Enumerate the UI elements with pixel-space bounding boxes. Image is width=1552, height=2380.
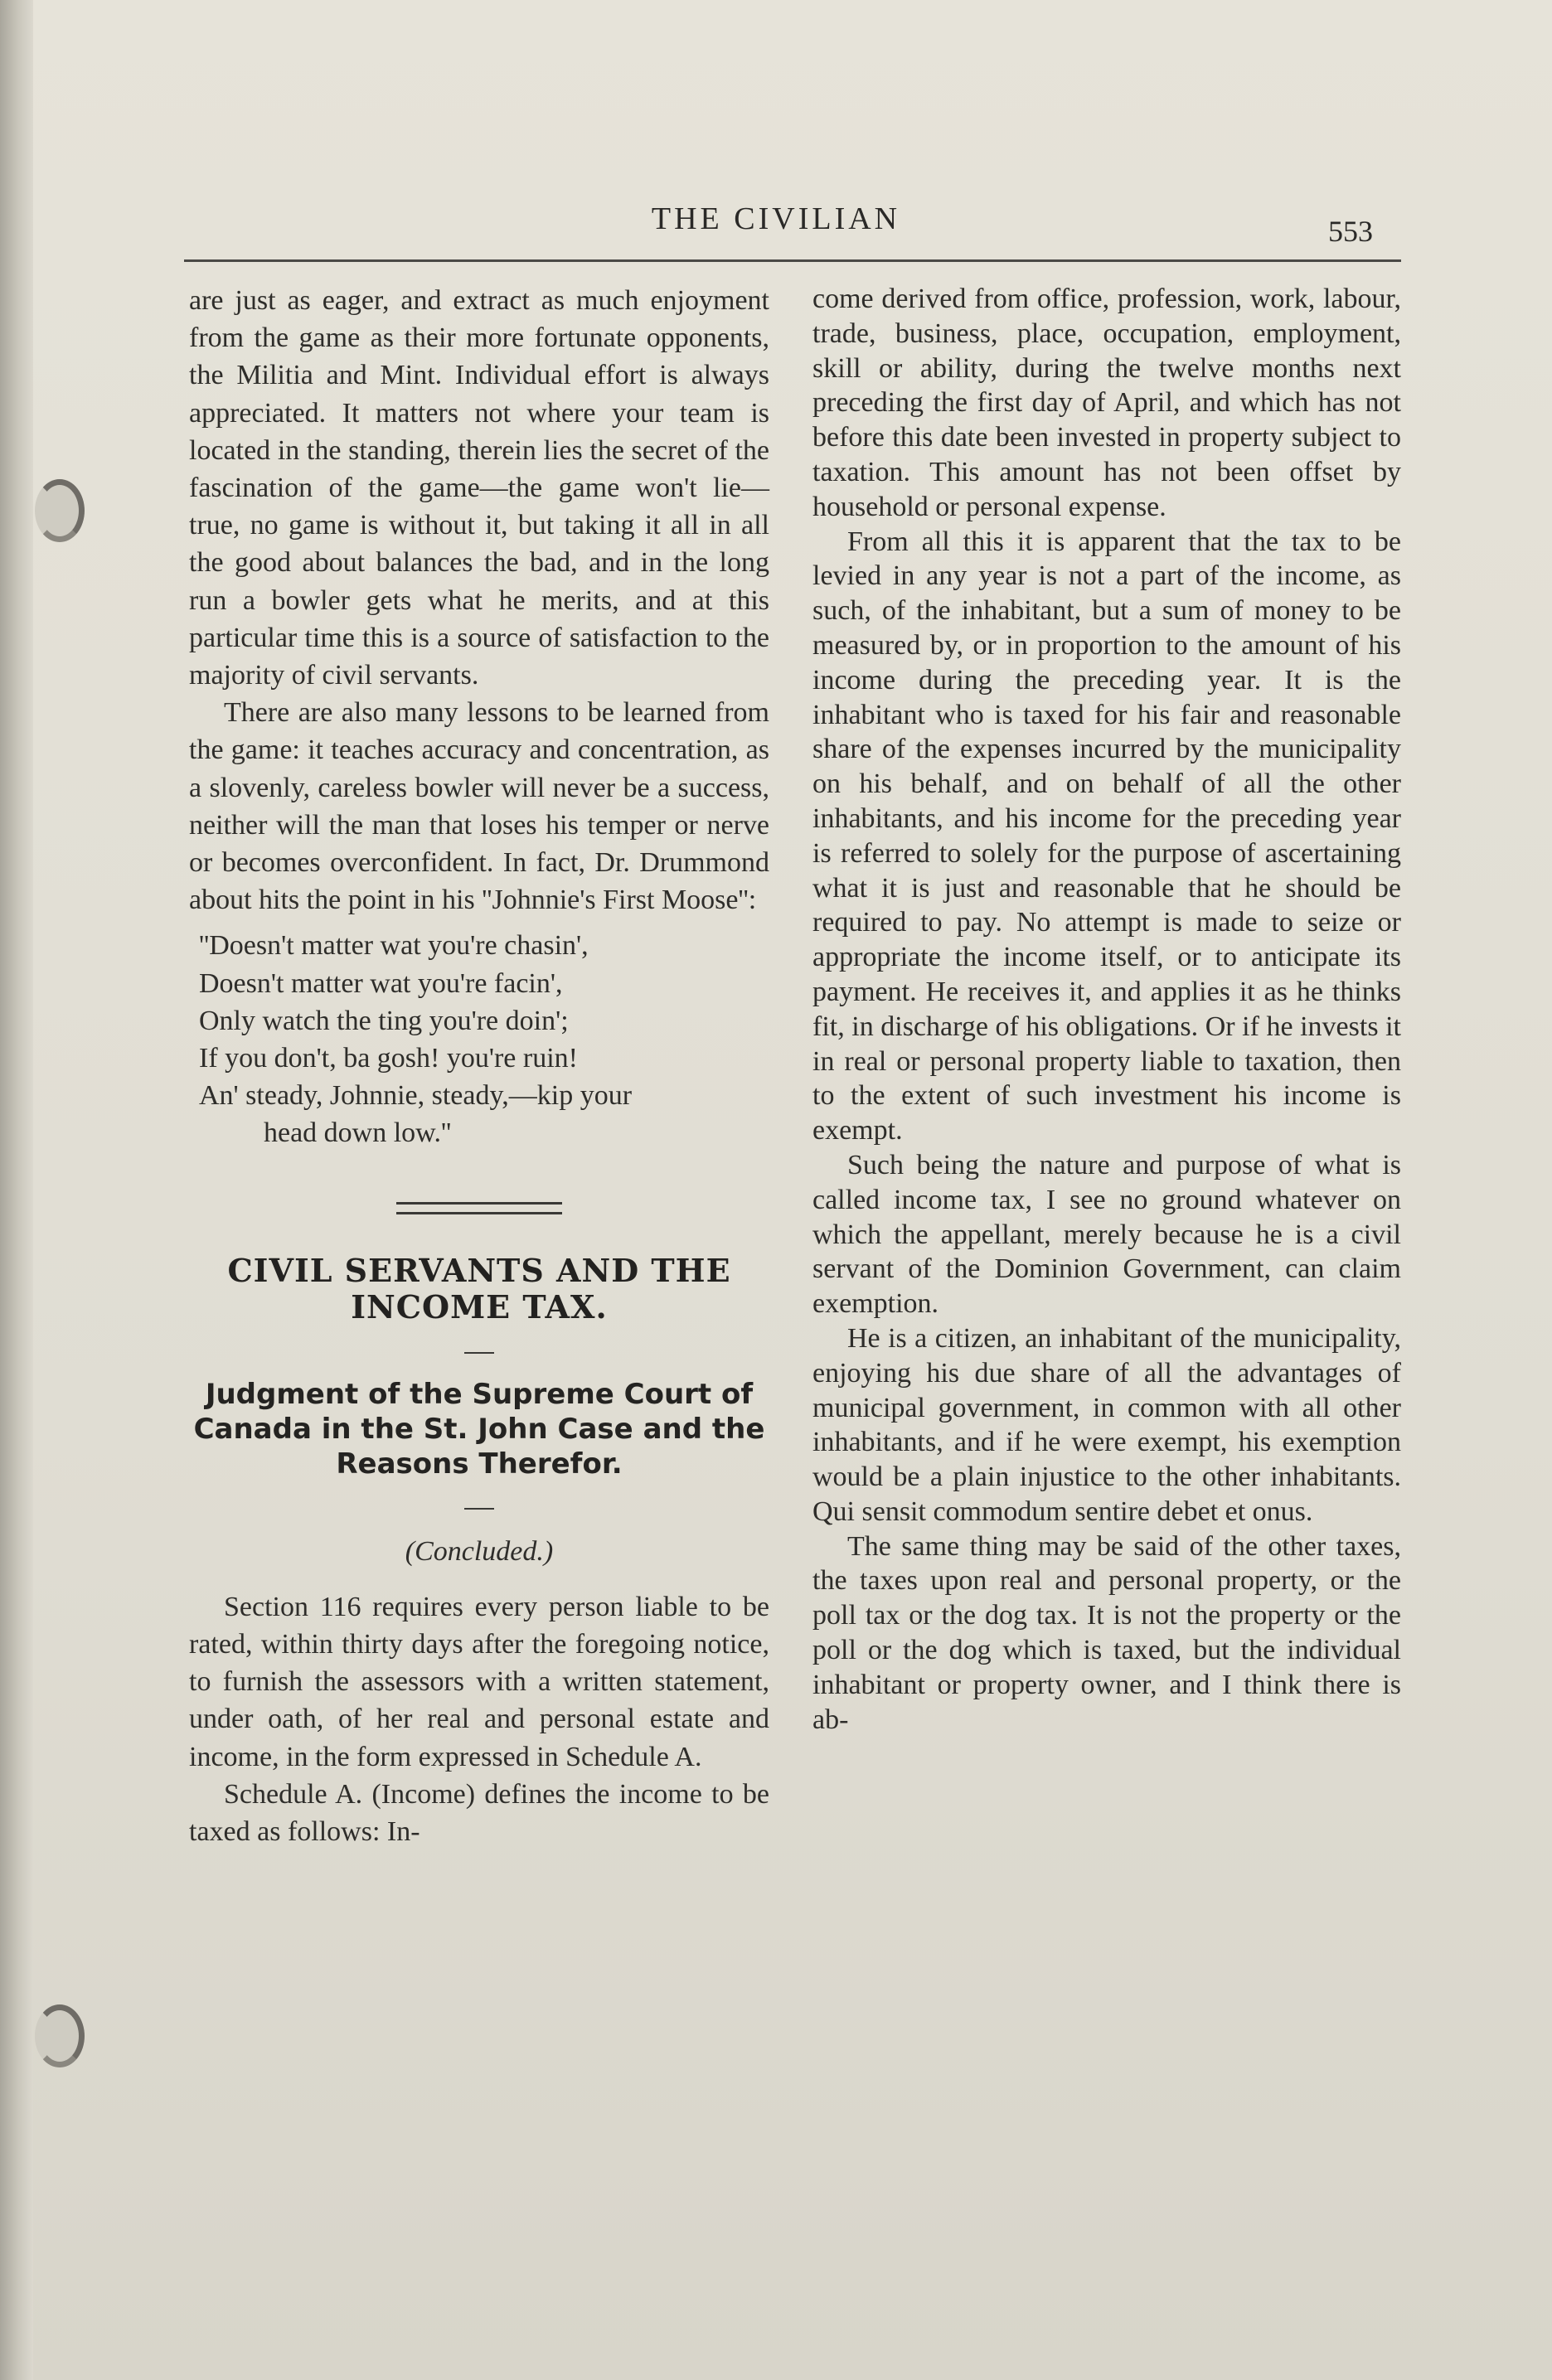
poem-line: If you don't, ba gosh! you're ruin! (199, 1043, 578, 1074)
poem-line: Only watch the ting you're doin'; (199, 1005, 569, 1036)
poem-quote (199, 927, 769, 1151)
right-paragraph-4: He is a citizen, an inhabitant of the municipality, enjoying his due share of all the advantages of municipal government, in common with all other inhabitants, and if he were exempt, his exemption would be a plain injustice to the other inhabitants. Qui sensit commodum sentire debet et onus. (812, 1322, 1401, 1527)
header-rule (184, 259, 1401, 262)
section-divider (396, 1202, 562, 1214)
article-title: CIVIL SERVANTS AND THE INCOME TAX. (227, 1251, 731, 1326)
right-column (812, 282, 1401, 1737)
left-column (189, 282, 769, 1850)
left-paragraph-1: are just as eager, and extract as much enjoyment from the game as their more fortunate opponents, the Militia and Mint. Individual effort is always appreciated. It matters not where your team is located in the standing, therein lies the secret of the fascination of the game—the game won't lie— true, no game is without it, but taking it all in all the good about balances the bad, and in the long run a bowler gets what he merits, and at this particular time this is a source of satisfaction to the majority of civil servants. (189, 285, 769, 691)
right-paragraph-2: From all this it is apparent that the tax to be levied in any year is not a part of the income, as such, of the inhabitant, but a sum of money to be measured by, or in proportion to the amount of his income during the preceding year. It is the inhabitant who is taxed for his fair and reasonable share of the expenses incurred by the municipality on his behalf, and on behalf of all the other inhabitants, and his income for the preceding year is referred to solely for the purpose of ascertaining what it is just and reasonable that he should be required to pay. No attempt is made to seize or appropriate the income itself, or to anticipate its payment. He receives it, and applies it as he thinks fit, in discharge of his obligations. Or if he invests it in real or personal property liable to taxation, then to the extent of such investment his income is exempt. (812, 526, 1401, 1146)
running-head: THE CIVILIAN (651, 201, 901, 236)
concluded-note: (Concluded.) (405, 1535, 554, 1567)
binding-hole-bottom (35, 2004, 85, 2067)
poem-line: Doesn't matter wat you're facin', (199, 967, 563, 999)
page-number: 553 (1328, 215, 1373, 248)
article-paragraph-1: Section 116 requires every person liable to be rated, within thirty days after the foregoing notice, to furnish the assessors with a written statement, under oath, of her real and personal estate and income, in the form expressed in Schedule A. (189, 1591, 769, 1772)
subtitle-rule (464, 1508, 494, 1510)
poem-line-continued: head down low.'' (264, 1117, 452, 1149)
poem-line: An' steady, Johnnie, steady,—kip your (199, 1080, 633, 1112)
title-rule (464, 1352, 494, 1354)
article-paragraph-2: Schedule A. (Income) defines the income to be taxed as follows: In- (189, 1778, 769, 1848)
poem-line: ''Doesn't matter wat you're chasin', (199, 930, 589, 962)
right-paragraph-1: come derived from office, profession, work, labour, trade, business, place, occupation, employment, skill or ability, during the twelve months next preceding the first day of April, and which has not before this date been invested in property subject to taxation. This amount has not been offset by household or personal expense. (812, 284, 1401, 522)
page-binding (0, 0, 33, 2380)
right-paragraph-5: The same thing may be said of the other taxes, the taxes upon real and personal property, or the poll tax or the dog tax. It is not the property or the poll or the dog which is taxed, but the individual inhabitant or property owner, and I think there is ab- (812, 1530, 1401, 1735)
article-subtitle: Judgment of the Supreme Court of Canada in the St. John Case and the Reasons Therefor. (193, 1377, 765, 1481)
binding-hole-top (35, 479, 85, 542)
right-paragraph-3: Such being the nature and purpose of what is called income tax, I see no ground whatever on which the appellant, merely because he is a civil servant of the Dominion Government, can claim exemption. (812, 1149, 1401, 1320)
left-paragraph-2: There are also many lessons to be learned from the game: it teaches accuracy and concentration, as a slovenly, careless bowler will never be a success, neither will the man that loses his temper or nerve or becomes overconfident. In fact, Dr. Drummond about hits the point in his ''Johnnie's First Moose'': (189, 697, 769, 916)
